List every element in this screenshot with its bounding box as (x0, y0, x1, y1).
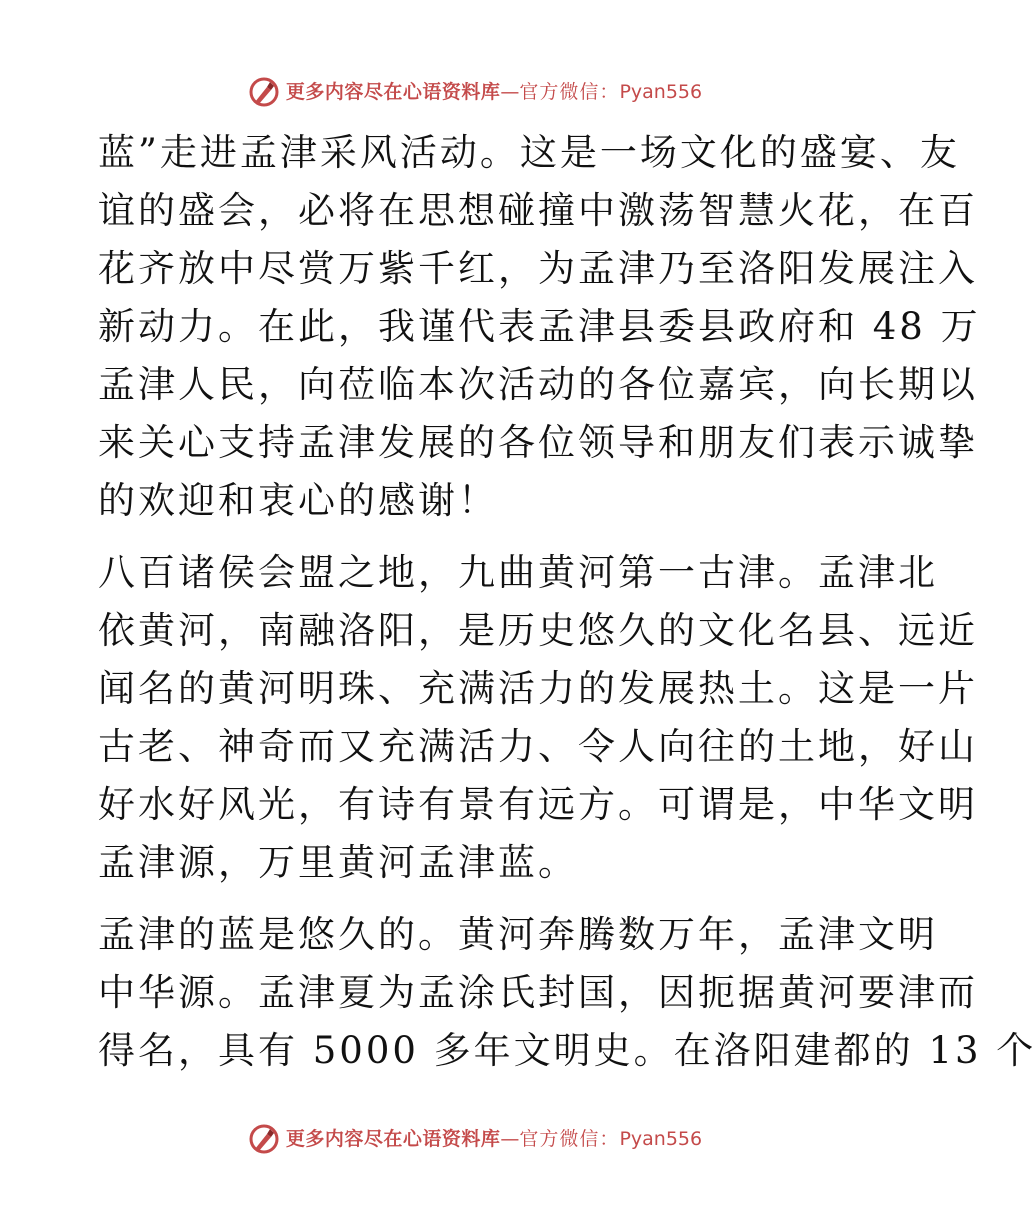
text-line: 来关心支持孟津发展的各位领导和朋友们表示诚挚 (98, 421, 978, 464)
paragraph-1 (98, 124, 981, 530)
text-line: 新动力。在此，我谨代表孟津县委县政府和 48 万 (98, 305, 981, 348)
text-line: 孟津的蓝是悠久的。黄河奔腾数万年，孟津文明 (98, 913, 938, 956)
footer-watermark (0, 1119, 950, 1159)
header-watermark (0, 72, 950, 112)
text-line: 谊的盛会，必将在思想碰撞中激荡智慧火花，在百 (98, 189, 978, 232)
text-line: 八百诸侯会盟之地，九曲黄河第一古津。孟津北 (98, 551, 938, 594)
text-line: 得名，具有 5000 多年文明史。在洛阳建都的 13 个 (98, 1029, 1036, 1072)
text-line: 中华源。孟津夏为孟涂氏封国，因扼据黄河要津而 (98, 971, 978, 1014)
watermark-title: 更多内容尽在心语资料库 (285, 80, 501, 103)
paragraph-3 (98, 906, 1036, 1080)
paragraph-2 (98, 544, 978, 892)
watermark-dash: — (500, 1127, 520, 1150)
document-body (98, 124, 1036, 1080)
text-line: 花齐放中尽赏万紫千红，为孟津乃至洛阳发展注入 (98, 247, 978, 290)
watermark-wechat-label: 官方微信： (519, 80, 620, 103)
brand-logo-icon (248, 76, 280, 108)
watermark-dash: — (500, 80, 520, 103)
watermark-wechat-label: 官方微信： (519, 1127, 620, 1150)
text-line: 好水好风光，有诗有景有远方。可谓是，中华文明 (98, 783, 978, 826)
text-line: 的欢迎和衷心的感谢！ (98, 479, 498, 522)
text-line: 孟津人民，向莅临本次活动的各位嘉宾，向长期以 (98, 363, 978, 406)
text-line: 闻名的黄河明珠、充满活力的发展热土。这是一片 (98, 667, 978, 710)
watermark-title: 更多内容尽在心语资料库 (285, 1127, 501, 1150)
text-line: 孟津源，万里黄河孟津蓝。 (98, 841, 578, 884)
watermark-wechat-id: Pyan556 (619, 80, 703, 103)
text-line: 依黄河，南融洛阳，是历史悠久的文化名县、远近 (98, 609, 978, 652)
text-line: 古老、神奇而又充满活力、令人向往的土地，好山 (98, 725, 978, 768)
watermark-wechat-id: Pyan556 (619, 1127, 703, 1150)
text-line: 蓝”走进孟津采风活动。这是一场文化的盛宴、友 (98, 131, 960, 174)
brand-logo-icon (248, 1123, 280, 1155)
